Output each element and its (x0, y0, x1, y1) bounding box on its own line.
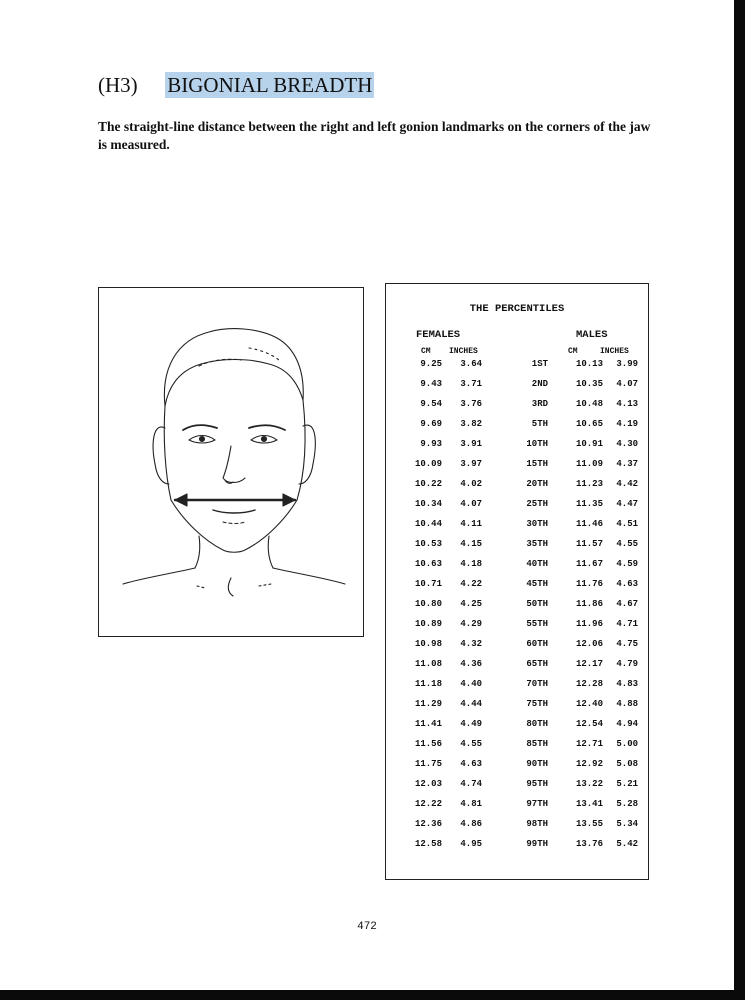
male-cm: 12.06 (575, 639, 603, 649)
percentile: 95TH (526, 779, 548, 789)
table-row (386, 639, 648, 659)
female-inches: 4.36 (460, 659, 482, 669)
male-inches: 4.42 (616, 479, 638, 489)
male-cm: 11.57 (575, 539, 603, 549)
table-row (386, 439, 648, 459)
female-cm: 12.36 (414, 819, 442, 829)
table-row (386, 399, 648, 419)
male-cm: 12.40 (575, 699, 603, 709)
percentile: 5TH (531, 419, 548, 429)
table-row (386, 539, 648, 559)
male-cm: 11.86 (575, 599, 603, 609)
male-cm: 10.48 (575, 399, 603, 409)
male-inches: 4.37 (616, 459, 638, 469)
face-drawing (99, 288, 363, 636)
table-row (386, 559, 648, 579)
male-cm: 11.23 (575, 479, 603, 489)
female-cm: 9.69 (420, 419, 442, 429)
male-inches: 5.21 (616, 779, 638, 789)
male-inches: 4.59 (616, 559, 638, 569)
female-cm: 11.75 (414, 759, 442, 769)
table-rows (386, 359, 648, 859)
percentile: 2ND (531, 379, 548, 389)
female-inches: 4.40 (460, 679, 482, 689)
female-inches: 4.22 (460, 579, 482, 589)
table-row (386, 799, 648, 819)
female-cm: 12.03 (414, 779, 442, 789)
female-cm: 10.34 (414, 499, 442, 509)
male-inches: 4.88 (616, 699, 638, 709)
female-cm: 10.63 (414, 559, 442, 569)
table-row (386, 659, 648, 679)
male-cm: 10.65 (575, 419, 603, 429)
female-cm: 11.18 (414, 679, 442, 689)
table-row (386, 379, 648, 399)
percentile: 25TH (526, 499, 548, 509)
percentile: 1ST (531, 359, 548, 369)
male-inches: 5.08 (616, 759, 638, 769)
female-cm: 10.22 (414, 479, 442, 489)
male-cm: 11.76 (575, 579, 603, 589)
female-inches: 4.18 (460, 559, 482, 569)
male-inches: 4.13 (616, 399, 638, 409)
female-cm: 11.29 (414, 699, 442, 709)
page-heading (98, 73, 374, 98)
table-row (386, 579, 648, 599)
table-row (386, 819, 648, 839)
female-inches: 3.97 (460, 459, 482, 469)
male-cm: 10.91 (575, 439, 603, 449)
percentile: 85TH (526, 739, 548, 749)
male-cm: 13.76 (575, 839, 603, 849)
page-number: 472 (357, 921, 377, 933)
male-cm: 12.17 (575, 659, 603, 669)
female-inches: 3.91 (460, 439, 482, 449)
scan-edge-bottom (0, 990, 745, 1000)
table-row (386, 839, 648, 859)
table-row (386, 779, 648, 799)
female-cm: 9.54 (420, 399, 442, 409)
table-row (386, 599, 648, 619)
female-cm: 10.44 (414, 519, 442, 529)
male-cm: 10.13 (575, 359, 603, 369)
female-cm: 11.41 (414, 719, 442, 729)
table-row (386, 419, 648, 439)
percentile: 40TH (526, 559, 548, 569)
scan-edge-right (734, 0, 745, 1000)
males-inches-header: INCHES (600, 347, 629, 356)
male-inches: 5.42 (616, 839, 638, 849)
male-inches: 4.83 (616, 679, 638, 689)
male-cm: 12.54 (575, 719, 603, 729)
percentile: 70TH (526, 679, 548, 689)
females-inches-header: INCHES (449, 347, 478, 356)
percentile: 98TH (526, 819, 548, 829)
male-inches: 4.75 (616, 639, 638, 649)
table-row (386, 759, 648, 779)
females-header: FEMALES (416, 329, 461, 341)
table-row (386, 359, 648, 379)
percentile: 45TH (526, 579, 548, 589)
table-row (386, 519, 648, 539)
percentile: 35TH (526, 539, 548, 549)
female-inches: 4.86 (460, 819, 482, 829)
female-cm: 10.80 (414, 599, 442, 609)
table-row (386, 719, 648, 739)
male-cm: 11.67 (575, 559, 603, 569)
female-inches: 3.82 (460, 419, 482, 429)
female-cm: 10.98 (414, 639, 442, 649)
male-inches: 4.55 (616, 539, 638, 549)
female-cm: 10.53 (414, 539, 442, 549)
table-row (386, 499, 648, 519)
male-inches: 5.00 (616, 739, 638, 749)
male-cm: 13.41 (575, 799, 603, 809)
percentiles-table (385, 283, 649, 880)
percentile: 99TH (526, 839, 548, 849)
percentile: 20TH (526, 479, 548, 489)
female-cm: 11.56 (414, 739, 442, 749)
percentile: 15TH (526, 459, 548, 469)
percentile: 30TH (526, 519, 548, 529)
male-inches: 4.07 (616, 379, 638, 389)
table-row (386, 479, 648, 499)
female-cm: 10.89 (414, 619, 442, 629)
male-inches: 4.79 (616, 659, 638, 669)
female-inches: 4.32 (460, 639, 482, 649)
percentile: 10TH (526, 439, 548, 449)
males-header: MALES (576, 329, 608, 341)
percentile: 3RD (531, 399, 548, 409)
table-row (386, 459, 648, 479)
table-row (386, 679, 648, 699)
female-inches: 4.11 (460, 519, 482, 529)
males-cm-header: CM (568, 347, 578, 356)
male-cm: 11.35 (575, 499, 603, 509)
female-inches: 4.07 (460, 499, 482, 509)
female-inches: 4.74 (460, 779, 482, 789)
male-inches: 4.47 (616, 499, 638, 509)
male-inches: 4.67 (616, 599, 638, 609)
female-cm: 9.93 (420, 439, 442, 449)
face-illustration (98, 287, 364, 637)
male-inches: 4.94 (616, 719, 638, 729)
table-title: THE PERCENTILES (469, 303, 565, 315)
percentile: 97TH (526, 799, 548, 809)
percentile: 80TH (526, 719, 548, 729)
male-cm: 13.55 (575, 819, 603, 829)
female-inches: 4.63 (460, 759, 482, 769)
male-inches: 4.63 (616, 579, 638, 589)
percentile: 60TH (526, 639, 548, 649)
female-inches: 4.02 (460, 479, 482, 489)
female-cm: 12.22 (414, 799, 442, 809)
female-inches: 4.15 (460, 539, 482, 549)
male-cm: 12.28 (575, 679, 603, 689)
table-row (386, 619, 648, 639)
female-inches: 3.64 (460, 359, 482, 369)
male-cm: 11.46 (575, 519, 603, 529)
male-cm: 11.96 (575, 619, 603, 629)
percentile: 65TH (526, 659, 548, 669)
measurement-code: (H3) (98, 73, 138, 97)
male-cm: 12.71 (575, 739, 603, 749)
male-inches: 3.99 (616, 359, 638, 369)
male-inches: 5.28 (616, 799, 638, 809)
female-cm: 9.25 (420, 359, 442, 369)
male-cm: 13.22 (575, 779, 603, 789)
measurement-description: The straight-line distance between the right and left gonion landmarks on the corners of the jaw is measured. (98, 119, 651, 152)
male-inches: 4.30 (616, 439, 638, 449)
male-cm: 10.35 (575, 379, 603, 389)
females-cm-header: CM (421, 347, 431, 356)
female-cm: 11.08 (414, 659, 442, 669)
male-cm: 11.09 (575, 459, 603, 469)
female-inches: 4.49 (460, 719, 482, 729)
female-inches: 3.76 (460, 399, 482, 409)
percentile: 50TH (526, 599, 548, 609)
female-cm: 12.58 (414, 839, 442, 849)
female-inches: 4.25 (460, 599, 482, 609)
male-inches: 4.71 (616, 619, 638, 629)
table-row (386, 739, 648, 759)
female-inches: 4.81 (460, 799, 482, 809)
female-cm: 9.43 (420, 379, 442, 389)
female-cm: 10.71 (414, 579, 442, 589)
male-inches: 5.34 (616, 819, 638, 829)
male-cm: 12.92 (575, 759, 603, 769)
measurement-title: BIGONIAL BREADTH (167, 73, 373, 97)
percentile: 55TH (526, 619, 548, 629)
female-inches: 4.55 (460, 739, 482, 749)
female-cm: 10.09 (414, 459, 442, 469)
female-inches: 4.29 (460, 619, 482, 629)
male-inches: 4.51 (616, 519, 638, 529)
female-inches: 4.44 (460, 699, 482, 709)
female-inches: 3.71 (460, 379, 482, 389)
male-inches: 4.19 (616, 419, 638, 429)
percentile: 90TH (526, 759, 548, 769)
percentile: 75TH (526, 699, 548, 709)
table-row (386, 699, 648, 719)
female-inches: 4.95 (460, 839, 482, 849)
